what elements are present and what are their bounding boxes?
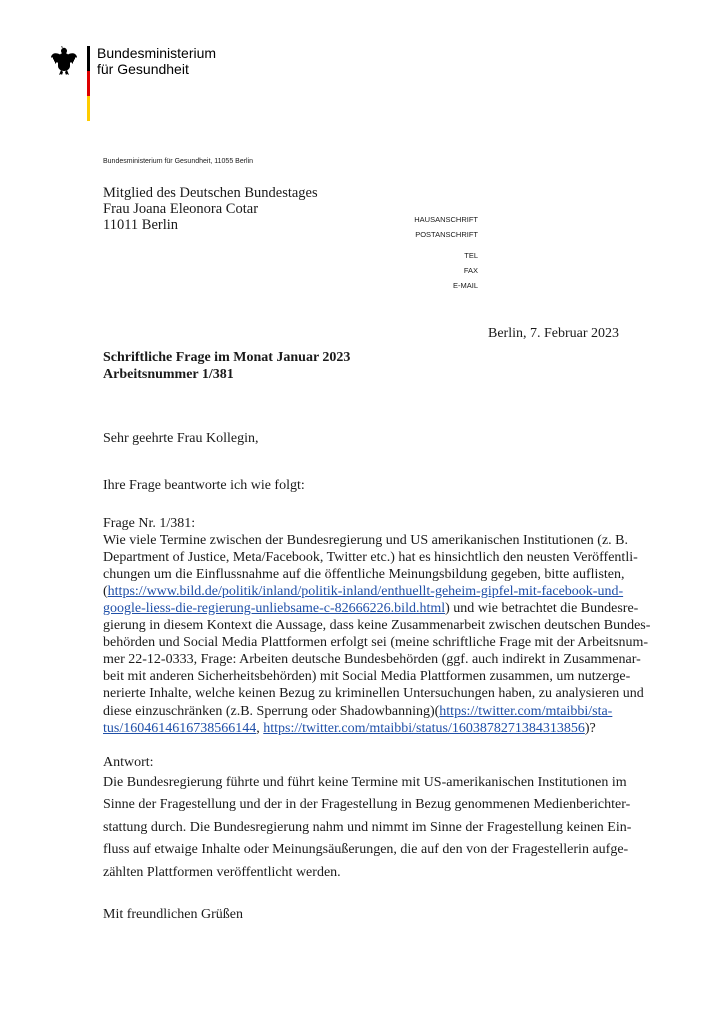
label-hausanschrift: HAUSANSCHRIFT [414,215,478,224]
subject [103,349,350,383]
label-email: E-MAIL [452,281,478,290]
recipient-line3: 11011 Berlin [103,217,179,233]
answer-text [103,772,663,884]
link-paren-open: ( [103,584,108,600]
question-line-3: chungen um die Einflussnahme auf die öffentliche Meinungsbildung gegeben, bitte auflisten, [103,567,625,583]
flag-stripe-red [87,71,90,96]
answer-line-5: zählten Plattformen veröffentlicht werden. [103,864,341,880]
ministry-name [97,45,216,77]
twitter-link-2[interactable]: https://twitter.com/mtaibbi/status/1603878271384313856 [263,720,585,736]
question-line-1: Wie viele Termine zwischen der Bundesregierung und US amerikanischen Institutionen (z. B. [103,533,628,549]
link-separator: , [256,720,264,736]
recipient-address [103,185,318,233]
after-link-text: ) und wie betrachtet die Bundesre- [445,601,639,617]
question-line-10: nerierte Inhalte, welche keinen Bezug zu kriminellen Untersuchungen haben, zu analysieren und [103,686,644,702]
answer-line-3: stattung durch. Die Bundesregierung nahm und nimmt im Sinne der Fragestellung keinen Ein- [103,819,632,835]
question-block [103,515,661,737]
federal-eagle-icon [50,44,78,76]
answer-line-2: Sinne der Fragestellung und der in der Fragestellung in Bezug genommenen Medienberichter- [103,797,631,813]
question-line-6: gierung in diesem Kontext die Aussage, dass keine Zusammenarbeit zwischen deutschen Bundes- [103,618,651,634]
subject-line1: Schriftliche Frage im Monat Januar 2023 [103,350,351,365]
flag-stripe-gold [87,96,90,121]
sender-line: Bundesministerium für Gesundheit, 11055 Berlin [103,158,254,165]
question-line-9: beit mit anderen Sicherheitsbehörden) mit Social Media Plattformen zusammen, um nutzerge- [103,669,631,685]
recipient-line2: Frau Joana Eleonora Cotar [103,201,259,217]
bild-link-part1[interactable]: https://www.bild.de/politik/inland/politik-inland/enthuellt-geheim-gipfel-mit-facebook-und- [107,584,624,600]
recipient-line1: Mitglied des Deutschen Bundestages [103,185,318,201]
letter-date: Berlin, 7. Februar 2023 [488,326,620,341]
subject-line2: Arbeitsnummer 1/381 [103,367,234,382]
question-line-2: Department of Justice, Meta/Facebook, Twitter etc.) hat es hinsichtlich den neusten Veröffentli- [103,550,638,566]
question-line-12 [103,720,661,737]
closing: Mit freundlichen Grüßen [103,907,243,922]
salutation: Sehr geehrte Frau Kollegin, [103,431,259,446]
label-tel: TEL [464,251,478,260]
answer-heading: Antwort: [103,755,154,770]
label-postanschrift: POSTANSCHRIFT [415,230,478,239]
bild-link-part2[interactable]: google-liess-die-regierung-unliebsame-c-82666226.bild.html [103,601,446,617]
question-line-5 [103,600,661,617]
ministry-name-line2: für Gesundheit [97,61,189,77]
question-line-4 [103,583,661,600]
question-line-7: behörden und Social Media Plattformen erfolgt sei (meine schriftliche Frage mit der Arbeitsnum- [103,635,649,651]
question-line-8: mer 22-12-0333, Frage: Arbeiten deutsche Bundesbehörden (ggf. auch indirekt in Zusammenar- [103,652,641,668]
answer-line-4: fluss auf etwaige Inhalte oder Meinungsäußerungen, die auf den von der Fragestellerin aufge- [103,842,629,858]
label-fax: FAX [463,266,478,275]
pre-twitter-text: diese einzuschränken (z.B. Sperrung oder Shadowbanning)( [103,703,440,719]
german-flag-bar [87,46,90,121]
twitter-link-1-part1[interactable]: https://twitter.com/mtaibbi/sta- [439,703,613,719]
twitter-link-1-part2[interactable]: tus/1604614616738566144 [103,720,257,736]
flag-stripe-black [87,46,90,71]
question-end: )? [584,720,596,736]
question-heading: Frage Nr. 1/381: [103,516,196,531]
ministry-name-line1: Bundesministerium [97,45,217,61]
intro-text: Ihre Frage beantworte ich wie folgt: [103,478,305,493]
answer-line-1: Die Bundesregierung führte und führt keine Termine mit US-amerikanischen Institutionen im [103,775,627,790]
question-line-11 [103,703,661,720]
